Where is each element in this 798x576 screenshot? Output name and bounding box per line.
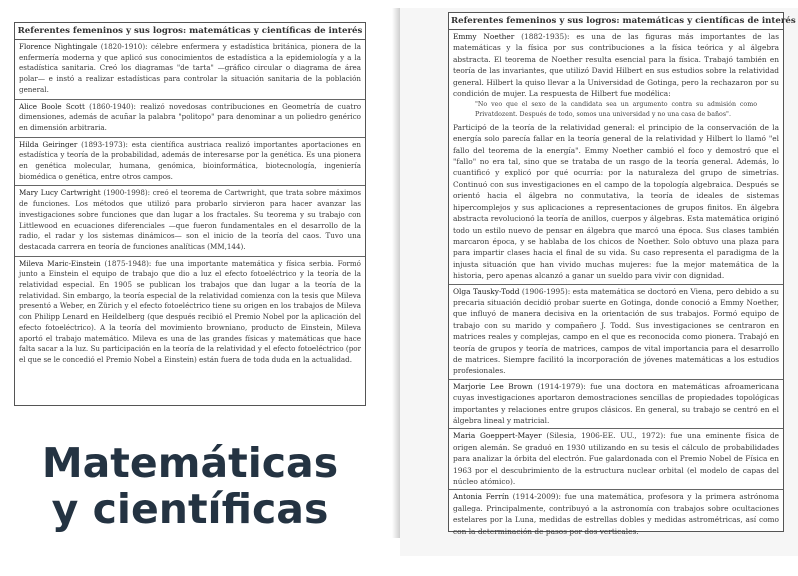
entry-emmy-noether <box>449 30 783 285</box>
entry-text: (Silesia, 1906-EE. UU., 1972): fue una eminente física de origen alemán. Se graduó en 1930 utilizando en su tesis el cálculo de probabilidades para analizar la órbita del electrón. Fue galardonada con el Premio Nobel de Física en 1963 por el descubrimiento de la estructura nuclear orbital (el modelo de capas del núcleo atómico). <box>453 431 780 487</box>
heading-line-2: y científicas <box>51 485 329 533</box>
entry-olga-tausky-todd <box>449 285 783 380</box>
entry-text: (1914-2009): fue una matemática, profesora y la primera astrónoma gallega. Principalmente, contribuyó a la astronomía con trabajos sobre ocultaciones estelares por la Luna, medidas de estrellas dobles y medidas astrométricas, así como con la determinación de pasos por dos verticales. <box>453 492 779 536</box>
entry-text: (1860-1940): realizó novedosas contribuciones en Geometría de cuatro dimensiones, además de acuñar la palabra "politopo" para denominar a un poliedro genérico en dimensión arbitraria. <box>19 101 361 132</box>
left-page <box>0 8 390 576</box>
entry-mileva-maric-einstein <box>15 257 365 369</box>
entry-name: Alice Boole Scott <box>19 101 85 111</box>
entry-name: Florence Nightingale <box>19 42 98 51</box>
entry-text: (1900-1998): creó el teorema de Cartwright, que trata sobre máximos de funciones. Los métodos que utilizó para probarlo sirvieron para hacer avanzar las investigaciones sobre funciones que dan lugar a los fractales. Su teorema y su trabajo con Littlewood en ecuaciones diferenciales —que fueron fundamentales en el desarrollo de la radio, el radar y los sistemas dinámicos— son el inicio de la teoría del caos. Tuvo una destacada carrera en teoría de funciones analíticas (MM,144). <box>19 188 361 251</box>
noether-intro <box>453 31 779 99</box>
entry-text: (1906-1995): esta matemática se doctoró en Viena, pero debido a su precaria situación decidió probar suerte en Gotinga, donde conoció a Emmy Noether, que influyó de manera decisiva en la orientación de sus trabajos. Formó equipo de trabajo con su marido y compañero J. Todd. Sus investigaciones se centraron en matrices reales y complejas, campo en el que es reconocida como pionera. Trabajó en teoría de grupos y teoría de matrices, campos de vital importancia para el desarrollo de matrices. Siempre facilitó la incorporación de jóvenes matemáticas a los estudios profesionales. <box>453 286 779 376</box>
entry-name: Maria Goeppert-Mayer <box>453 431 542 441</box>
entry-name: Olga Tausky-Todd <box>453 286 520 296</box>
hilbert-quote: "No veo que el sexo de la candidata sea un argumento contra su admisión como Privatdozent. Después de todo, somos una universidad y no una casa de baños". <box>475 101 757 118</box>
entry-text: (1914-1979): fue una doctora en matemáticas afroamericana cuyas investigaciones aportaron demostraciones sencillas de propiedades topológicas importantes y relaciones entre grupos clásicos. En general, su trabajo se centró en el álgebra lineal y matricial. <box>453 381 779 425</box>
entry-name: Marjorie Lee Brown <box>453 381 533 391</box>
entry-text: (1882-1935): es una de las figuras más importantes de las matemáticas y la física por sus contribuciones a la física teórica y al álgebra abstracta. El teorema de Noether resulta esencial para la física. Trabajó también en teoría de las invariantes, que utilizó David Hilbert en sus estudios sobre la relatividad general. Hilbert la quiso llevar a la Universidad de Gotinga, pero la rechazaron por su condición de mujer. La respuesta de Hilbert fue modélica: <box>453 32 779 99</box>
entry-maria-goeppert-mayer <box>449 429 783 490</box>
entry-name: Mary Lucy Cartwright <box>19 188 101 198</box>
entry-marjorie-lee-brown <box>449 380 783 430</box>
entry-text: (1893-1973): esta científica austriaca realizó importantes aportaciones en estadística y teoría de la probabilidad, además de interesarse por la genética. Es una pionera en genética molecular, humana, genómica, bioinformática, biotecnología, ingeniería biomédica o genética, entre otros campos. <box>19 139 361 181</box>
entry-text: (1820-1910): célebre enfermera y estadística británica, pionera de la enfermería moderna y que aplicó sus conocimientos de estadística a la epidemiología y a la estadística sanitaria. Creó los diagramas "de tarta" —gráfico circular o diagrama de área polar— e instó a realizar estadísticas para controlar la situación sanitaria de la población general. <box>19 42 362 94</box>
entry-name: Hilda Geiringer <box>19 139 78 149</box>
noether-continuation: Participó de la teoría de la relatividad general: el principio de la conservación de la energía solo parecía fallar en la teoría general de la relatividad y Hilbert lo llamó "el fallo del teorema de la energía". Emmy Noether cambió el foco y demostró que el "fallo" no era tal, sino que se trataba de un rasgo de la teoría general. Además, lo cuantificó y explicó por qué ocurría: por la naturaleza del grupo de simetrías. Continuó con sus investigaciones en el campo de la topología algebraica. Después se orientó hacia el álgebra no conmutativa, la teoría de ideales de sistemas hipercomplejos y sus aplicaciones a representaciones de grupos finitos. En álgebra abstracta revolucionó la teoría de anillos, cuerpos y álgebras. Esta matemática originó todo un estilo nuevo de pensar en álgebra que marcó una época. Sus clases también marcaron época, y se hablaba de los chicos de Noether. Solo obtuvo una plaza para para impartir clases hacia el final de su vida. Su caso representa el paradigma de la injusta situación que han vivido muchas mujeres: fue la mejor matemática de la historia, pero apenas alcanzó a ganar un sueldo para vivir con dignidad. <box>453 122 779 281</box>
page-heading <box>0 440 380 532</box>
right-box-title: Referentes femeninos y sus logros: matemáticas y científicas de interés <box>449 13 783 30</box>
entry-florence-nightingale <box>15 40 365 100</box>
entry-mary-lucy-cartwright <box>15 186 365 256</box>
heading-line-1: Matemáticas <box>41 439 339 487</box>
entry-alice-boole-scott <box>15 100 365 138</box>
entry-name: Mileva Maric-Einstein <box>19 258 101 268</box>
left-box-title: Referentes femeninos y sus logros: matemáticas y científicas de interés <box>15 23 365 40</box>
left-info-box <box>14 22 366 406</box>
entry-name: Emmy Noether <box>453 32 515 41</box>
entry-hilda-geiringer <box>15 138 365 187</box>
right-info-box <box>448 12 796 536</box>
entry-name: Antonia Ferrín <box>453 492 509 502</box>
entry-antonia-ferrin <box>449 490 783 539</box>
entry-text: (1875-1948): fue una importante matemática y física serbia. Formó junto a Einstein el equipo de trabajo que dio a luz el efecto fotoeléctrico y la teoría de la relatividad especial. En 1905 se publican los trabajos que dan lugar a la teoría de la relatividad. Sin embargo, la teoría especial de la relatividad comienza con la tesis que Mileva presentó a Weber, en Zürich y el efecto fotoeléctrico tiene su origen en los trabajos de Mileva con Philipp Lenard en Heildelberg (que después recibió el Premio Nobel por la aplicación del efecto fotoeléctrico). A la teoría del movimiento browniano, producto de Einstein, Mileva aportó el trabajo matemático. Mileva es una de las grandes físicas y matemáticas que hace falta sacar a la luz. Su participación en la teoría de la relatividad y el efecto fotoeléctrico (por el que se le concedió el Premio Nobel a Einstein) están fuera de toda duda en la actualidad. <box>19 258 361 364</box>
